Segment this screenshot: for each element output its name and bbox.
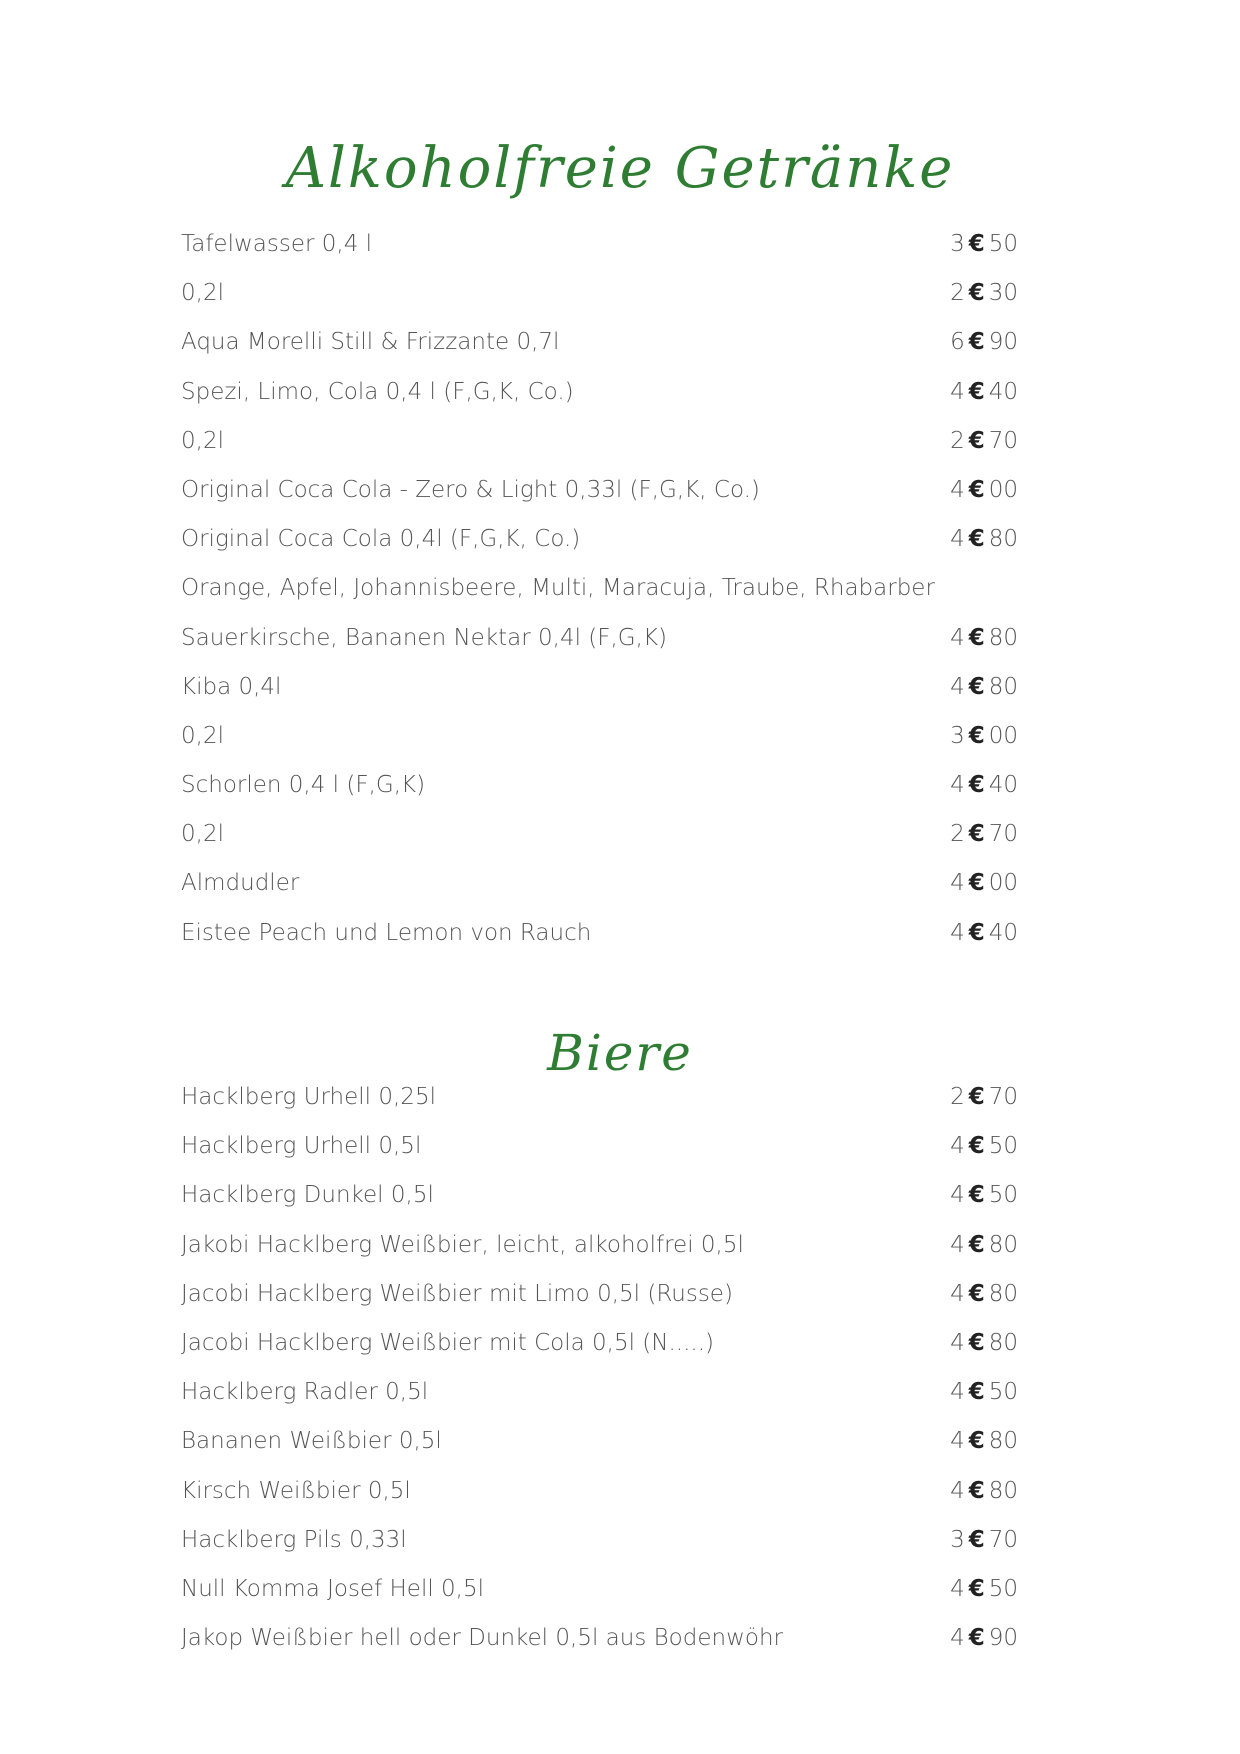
euro-symbol: € (968, 1329, 985, 1356)
price-euros: 4 (950, 1280, 965, 1307)
item-price (950, 614, 1018, 663)
price-euros: 4 (950, 1182, 965, 1209)
price-cents: 80 (988, 1428, 1018, 1455)
price-cents: 00 (988, 870, 1018, 897)
section-title-beers: Biere (547, 1023, 693, 1082)
menu-item (181, 810, 1018, 859)
euro-symbol: € (968, 427, 985, 454)
price-cents: 90 (988, 1625, 1018, 1652)
price-euros: 4 (950, 1379, 965, 1406)
menu-item (181, 1417, 1018, 1466)
item-name: Spezi, Limo, Cola 0,4 l (F,G,K, Co.) (181, 378, 574, 405)
menu-item (181, 269, 1018, 318)
euro-symbol: € (968, 870, 985, 897)
item-name: Original Coca Cola 0,4l (F,G,K, Co.) (181, 526, 581, 553)
price-cents: 90 (988, 329, 1018, 356)
price-euros: 4 (950, 1329, 965, 1356)
item-name: Jacobi Hacklberg Weißbier mit Limo 0,5l (Russe) (181, 1280, 733, 1307)
price-cents: 70 (988, 821, 1018, 848)
item-price (950, 466, 1018, 515)
menu-item (181, 466, 1018, 515)
price-euros: 2 (950, 821, 965, 848)
price-euros: 4 (950, 1428, 965, 1455)
price-cents: 80 (988, 1280, 1018, 1307)
item-name: 0,2l (181, 280, 224, 307)
price-euros: 2 (950, 427, 965, 454)
item-name: 0,2l (181, 722, 224, 749)
price-euros: 4 (950, 476, 965, 503)
euro-symbol: € (968, 1280, 985, 1307)
menu-item (181, 1565, 1018, 1614)
price-cents: 50 (988, 1379, 1018, 1406)
menu-item (181, 564, 1018, 613)
price-cents: 80 (988, 1329, 1018, 1356)
item-price (950, 859, 1018, 908)
price-euros: 3 (950, 722, 965, 749)
euro-symbol: € (968, 280, 985, 307)
item-name: Hacklberg Pils 0,33l (181, 1526, 407, 1553)
soft-drinks-list (181, 220, 1018, 958)
euro-symbol: € (968, 624, 985, 651)
price-cents: 00 (988, 722, 1018, 749)
item-price (950, 1073, 1018, 1122)
item-price (950, 318, 1018, 367)
price-cents: 50 (988, 1182, 1018, 1209)
price-cents: 80 (988, 1231, 1018, 1258)
price-cents: 50 (988, 1133, 1018, 1160)
price-euros: 4 (950, 919, 965, 946)
menu-item (181, 761, 1018, 810)
price-euros: 4 (950, 526, 965, 553)
item-name: Schorlen 0,4 l (F,G,K) (181, 772, 426, 799)
price-euros: 4 (950, 1231, 965, 1258)
item-name: Hacklberg Radler 0,5l (181, 1379, 429, 1406)
menu-item (181, 1221, 1018, 1270)
menu-item (181, 663, 1018, 712)
euro-symbol: € (968, 1625, 985, 1652)
item-price (950, 1417, 1018, 1466)
menu-item (181, 1614, 1018, 1663)
menu-item (181, 1368, 1018, 1417)
price-cents: 40 (988, 772, 1018, 799)
price-cents: 80 (988, 624, 1018, 651)
menu-item (181, 1073, 1018, 1122)
menu-item (181, 1171, 1018, 1220)
price-cents: 80 (988, 1477, 1018, 1504)
price-euros: 4 (950, 378, 965, 405)
item-price (950, 417, 1018, 466)
item-price (950, 1614, 1018, 1663)
item-price (950, 1565, 1018, 1614)
item-name: Sauerkirsche, Bananen Nektar 0,4l (F,G,K) (181, 624, 667, 651)
euro-symbol: € (968, 378, 985, 405)
euro-symbol: € (968, 772, 985, 799)
price-euros: 4 (950, 1625, 965, 1652)
price-cents: 30 (988, 280, 1018, 307)
euro-symbol: € (968, 1379, 985, 1406)
menu-item (181, 1467, 1018, 1516)
price-cents: 50 (988, 231, 1018, 257)
price-euros: 4 (950, 624, 965, 651)
price-euros: 4 (950, 1133, 965, 1160)
price-cents: 40 (988, 378, 1018, 405)
item-name: Original Coca Cola - Zero & Light 0,33l (F,G,K, Co.) (181, 476, 760, 503)
price-cents: 80 (988, 673, 1018, 700)
item-name: Hacklberg Dunkel 0,5l (181, 1182, 434, 1209)
item-price (950, 1319, 1018, 1368)
price-cents: 70 (988, 1526, 1018, 1553)
item-price (950, 810, 1018, 859)
euro-symbol: € (968, 1526, 985, 1553)
item-name: Orange, Apfel, Johannisbeere, Multi, Maracuja, Traube, Rhabarber (181, 575, 935, 602)
beers-list (181, 1073, 1018, 1663)
item-price (950, 1467, 1018, 1516)
menu-item (181, 1516, 1018, 1565)
menu-item (181, 1270, 1018, 1319)
menu-item (181, 318, 1018, 367)
euro-symbol: € (968, 1477, 985, 1504)
euro-symbol: € (968, 722, 985, 749)
item-price (950, 1516, 1018, 1565)
euro-symbol: € (968, 476, 985, 503)
item-price (950, 269, 1018, 318)
price-cents: 00 (988, 476, 1018, 503)
euro-symbol: € (968, 1084, 985, 1110)
item-price (950, 515, 1018, 564)
item-price (950, 1368, 1018, 1417)
price-euros: 4 (950, 772, 965, 799)
euro-symbol: € (968, 821, 985, 848)
euro-symbol: € (968, 919, 985, 946)
euro-symbol: € (968, 1231, 985, 1258)
item-name: 0,2l (181, 427, 224, 454)
item-price (950, 1221, 1018, 1270)
item-name: Null Komma Josef Hell 0,5l (181, 1575, 484, 1602)
item-name: Jacobi Hacklberg Weißbier mit Cola 0,5l (N.....) (181, 1329, 714, 1356)
price-cents: 70 (988, 427, 1018, 454)
item-name: Almdudler (181, 870, 300, 897)
item-price (950, 220, 1018, 269)
item-name: Tafelwasser 0,4 l (181, 231, 373, 257)
menu-item (181, 712, 1018, 761)
menu-item (181, 417, 1018, 466)
euro-symbol: € (968, 526, 985, 553)
euro-symbol: € (968, 1133, 985, 1160)
menu-item (181, 614, 1018, 663)
item-name: Eistee Peach und Lemon von Rauch (181, 919, 592, 946)
item-price (950, 1122, 1018, 1171)
menu-item (181, 909, 1018, 958)
euro-symbol: € (968, 1575, 985, 1602)
item-name: Hacklberg Urhell 0,5l (181, 1133, 422, 1160)
item-price (950, 1270, 1018, 1319)
euro-symbol: € (968, 1428, 985, 1455)
item-name: 0,2l (181, 821, 224, 848)
euro-symbol: € (968, 329, 985, 356)
item-name: Kiba 0,4l (181, 673, 282, 700)
item-name: Jakop Weißbier hell oder Dunkel 0,5l aus Bodenwöhr (181, 1625, 783, 1652)
price-cents: 40 (988, 919, 1018, 946)
menu-item (181, 859, 1018, 908)
price-euros: 4 (950, 1575, 965, 1602)
price-euros: 2 (950, 1084, 965, 1110)
price-euros: 3 (950, 231, 965, 257)
item-price (950, 909, 1018, 958)
euro-symbol: € (968, 231, 985, 257)
item-price (950, 1171, 1018, 1220)
menu-item (181, 220, 1018, 269)
price-cents: 80 (988, 526, 1018, 553)
item-price (950, 663, 1018, 712)
item-price (950, 712, 1018, 761)
item-name: Hacklberg Urhell 0,25l (181, 1084, 436, 1110)
item-name: Kirsch Weißbier 0,5l (181, 1477, 411, 1504)
section-title-soft-drinks: Alkoholfreie Getränke (285, 135, 955, 201)
price-euros: 6 (950, 329, 965, 356)
item-name: Bananen Weißbier 0,5l (181, 1428, 442, 1455)
menu-item (181, 1122, 1018, 1171)
item-name: Jakobi Hacklberg Weißbier, leicht, alkoholfrei 0,5l (181, 1231, 744, 1258)
price-cents: 50 (988, 1575, 1018, 1602)
menu-item (181, 1319, 1018, 1368)
menu-item (181, 515, 1018, 564)
price-euros: 4 (950, 673, 965, 700)
price-euros: 4 (950, 1477, 965, 1504)
price-euros: 3 (950, 1526, 965, 1553)
item-name: Aqua Morelli Still & Frizzante 0,7l (181, 329, 560, 356)
price-euros: 2 (950, 280, 965, 307)
item-price (950, 761, 1018, 810)
menu-item (181, 368, 1018, 417)
price-cents: 70 (988, 1084, 1018, 1110)
item-price (950, 368, 1018, 417)
price-euros: 4 (950, 870, 965, 897)
euro-symbol: € (968, 1182, 985, 1209)
euro-symbol: € (968, 673, 985, 700)
